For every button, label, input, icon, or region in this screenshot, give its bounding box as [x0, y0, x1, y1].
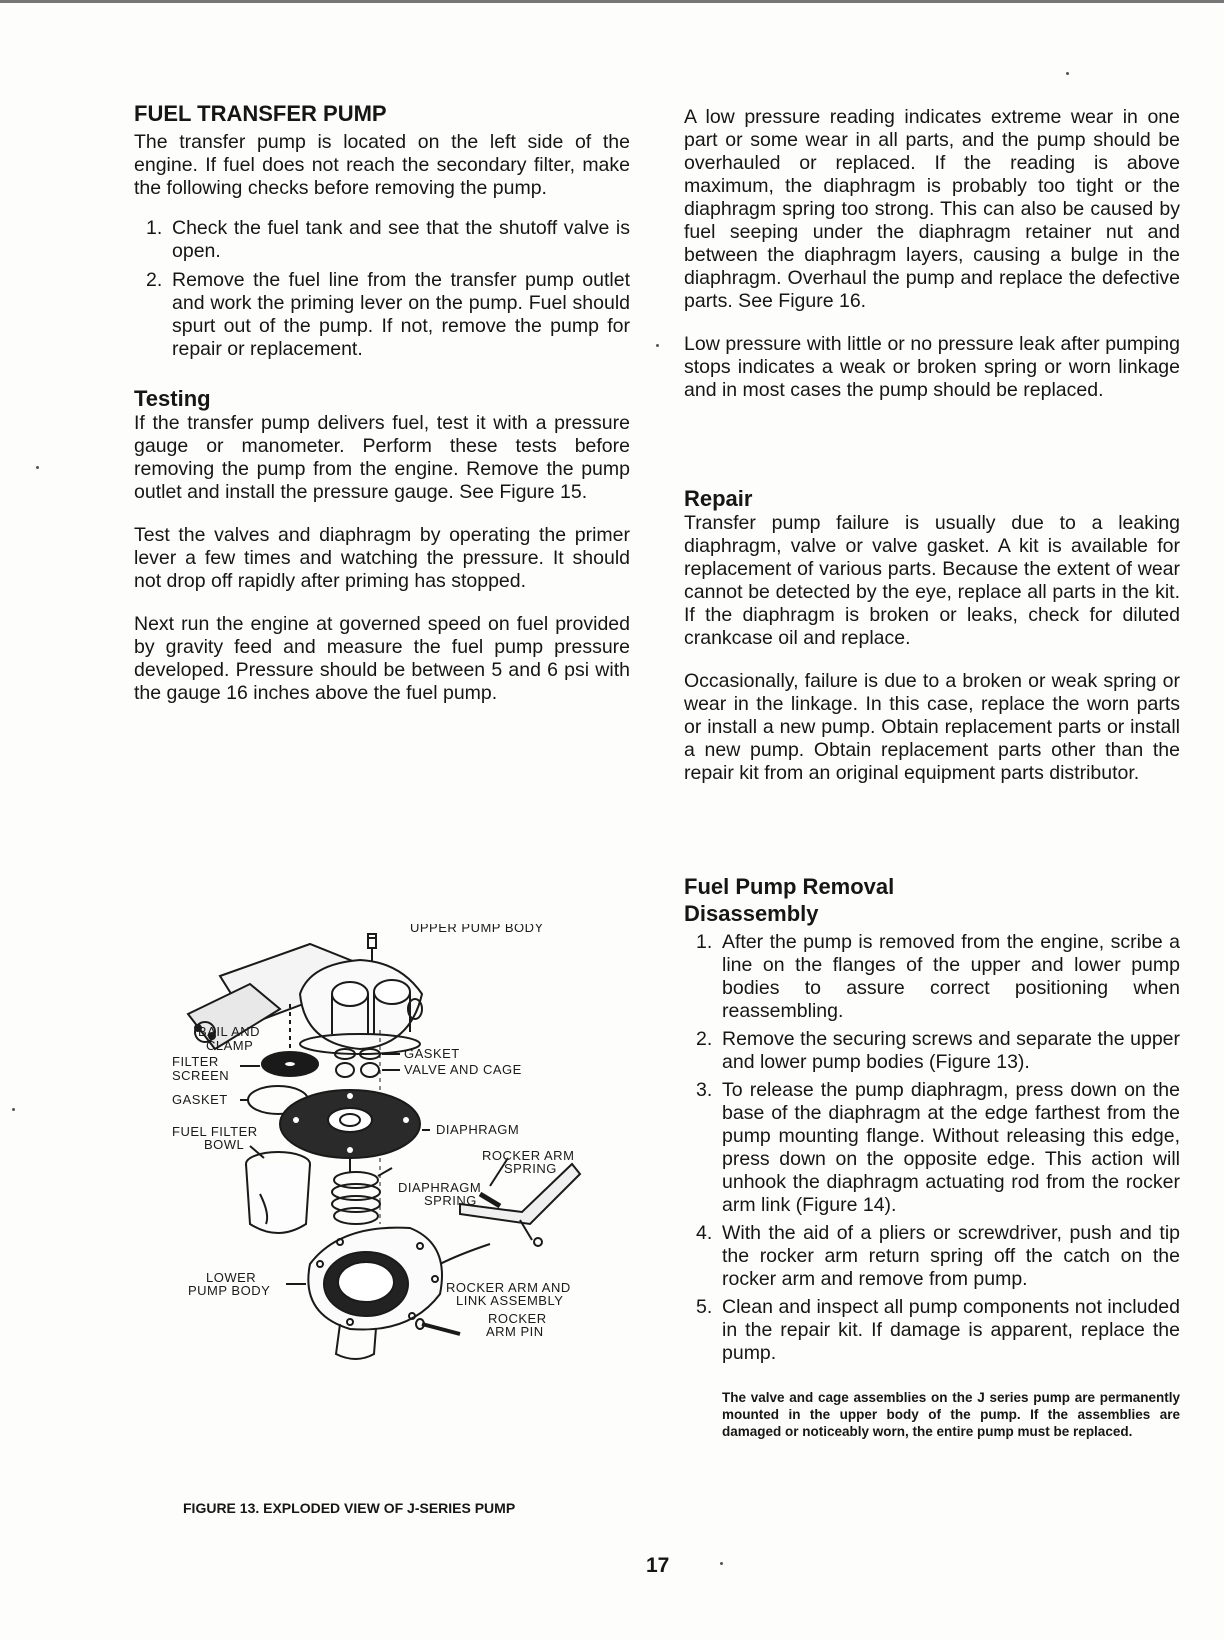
- label-gasket-left: GASKET: [172, 1092, 228, 1107]
- right-column: [684, 106, 1180, 1440]
- warning-note: The valve and cage assemblies on the J series pump are permanently mounted in the upper body of the pump. If the assemblies are damaged or noticeably worn, the entire pump must be replaced.: [722, 1390, 1180, 1439]
- label-filter: FILTER: [172, 1054, 219, 1069]
- testing-heading: Testing: [134, 386, 211, 411]
- list-item: 1. After the pump is removed from the engine, scribe a line on the flanges of the upper and lower pump bodies to assure correct positioning when reassembling.: [696, 931, 1180, 1022]
- page-number: 17: [646, 1554, 670, 1577]
- exploded-pump-diagram: [160, 924, 630, 1444]
- checks-list: [134, 217, 630, 361]
- list-item: 4. With the aid of a pliers or screwdriver, push and tip the rocker arm return spring off the catch on the rocker arm and remove from pump.: [696, 1222, 1180, 1290]
- repair-heading: Repair: [684, 486, 753, 511]
- label-clamp: CLAMP: [206, 1038, 254, 1053]
- scan-speck: [720, 1562, 723, 1565]
- diaphragm-drawing: [280, 1090, 430, 1172]
- disassembly-steps: [684, 931, 1180, 1365]
- label-arm-pin: ARM PIN: [486, 1324, 544, 1339]
- lower-pump-body-drawing: [286, 1228, 442, 1359]
- label-spring-2: SPRING: [424, 1193, 477, 1208]
- filter-screen-drawing: [240, 1052, 318, 1076]
- list-item: 5. Clean and inspect all pump components not included in the repair kit. If damage is apparent, replace the pump.: [696, 1296, 1180, 1364]
- label-link-assembly: LINK ASSEMBLY: [456, 1293, 564, 1308]
- pressure-paragraph-1: A low pressure reading indicates extreme wear in one part or some wear in all parts, and the pump should be overhauled or replaced. If the reading is above maximum, the diaphragm is probably too tight or the diaphragm spring too strong. This can also be caused by fuel seeping under the diaphragm retainer nut and between the diaphragm layers, causing a bulge in the diaphragm. Overhaul the pump and replace the defective parts. See Figure 16.: [684, 106, 1180, 312]
- testing-paragraph-3: Next run the engine at governed speed on fuel provided by gravity feed and measure the fuel pump pressure developed. Pressure should be between 5 and 6 psi with the gauge 16 inches above the fuel pump.: [134, 613, 630, 704]
- label-pump-body: PUMP BODY: [188, 1283, 271, 1298]
- label-valve-and-cage: VALVE AND CAGE: [404, 1062, 522, 1077]
- label-gasket-top: GASKET: [404, 1046, 460, 1061]
- removal-heading: Fuel Pump Removal: [684, 874, 895, 899]
- label-lower: LOWER: [206, 1270, 257, 1285]
- label-rocker-arm: ROCKER ARM: [482, 1148, 575, 1163]
- disassembly-heading: Disassembly: [684, 901, 819, 926]
- label-spring: SPRING: [504, 1161, 557, 1176]
- testing-paragraph-1: If the transfer pump delivers fuel, test it with a pressure gauge or manometer. Perform these tests before removing the pump from the engine. Remove the pump outlet and install the pressure gauge. See Figure 15.: [134, 412, 630, 503]
- figure-caption: FIGURE 13. EXPLODED VIEW OF J-SERIES PUMP: [183, 1500, 516, 1516]
- label-diaphragm: DIAPHRAGM: [436, 1122, 520, 1137]
- list-item: 2. Remove the fuel line from the transfer pump outlet and work the priming lever on the pump. Fuel should spurt out of the pump. If not, remove the pump for repair or replacement.: [146, 269, 630, 360]
- scan-speck: [36, 466, 39, 469]
- diaphragm-spring-drawing: [332, 1168, 392, 1224]
- page-top-edge: [0, 0, 1224, 3]
- left-column: [134, 100, 630, 705]
- label-upper-pump-body: UPPER PUMP BODY: [410, 924, 544, 935]
- scan-speck: [1066, 72, 1069, 75]
- scan-speck: [656, 344, 659, 347]
- label-bail-and: BAIL AND: [198, 1024, 261, 1039]
- fuel-bowl-drawing: [246, 1146, 310, 1233]
- list-item: 2. Remove the securing screws and separate the upper and lower pump bodies (Figure 13).: [696, 1028, 1180, 1073]
- testing-paragraph-2: Test the valves and diaphragm by operating the primer lever a few times and watching the pressure. It should not drop off rapidly after priming has stopped.: [134, 524, 630, 592]
- list-item: 3. To release the pump diaphragm, press down on the base of the diaphragm at the edge farthest from the pump mounting flange. Without releasing this edge, press down on the opposite edge. This action will unhook the diaphragm actuating rod from the rocker arm link (Figure 14).: [696, 1079, 1180, 1216]
- intro-paragraph: The transfer pump is located on the left side of the engine. If fuel does not reach the secondary filter, make the following checks before removing the pump.: [134, 131, 630, 199]
- label-rocker: ROCKER: [488, 1311, 547, 1326]
- label-fuel-filter: FUEL FILTER: [172, 1124, 258, 1139]
- section-title: FUEL TRANSFER PUMP: [134, 101, 387, 126]
- label-screen: SCREEN: [172, 1068, 230, 1083]
- label-rocker-arm-and: ROCKER ARM AND: [446, 1280, 571, 1295]
- label-bowl: BOWL: [204, 1137, 245, 1152]
- list-item: 1. Check the fuel tank and see that the shutoff valve is open.: [146, 217, 630, 262]
- pressure-paragraph-2: Low pressure with little or no pressure leak after pumping stops indicates a weak or broken spring or worn linkage and in most cases the pump should be replaced.: [684, 333, 1180, 401]
- repair-paragraph-2: Occasionally, failure is due to a broken or weak spring or wear in the linkage. In this case, replace the worn parts or install a new pump. Obtain replacement parts or install a new pump. Obtain replacement parts other than the repair kit from an original equipment parts distributor.: [684, 670, 1180, 784]
- scan-speck: [12, 1108, 15, 1111]
- label-diaphragm-2: DIAPHRAGM: [398, 1180, 482, 1195]
- rocker-arm-pin-drawing: [416, 1319, 460, 1334]
- repair-paragraph-1: Transfer pump failure is usually due to a leaking diaphragm, valve or valve gasket. A kit is available for replacement of various parts. Because the extent of wear cannot be detected by the eye, replace all parts in the kit. If the diaphragm is broken or leaks, check for diluted crankcase oil and replace.: [684, 512, 1180, 649]
